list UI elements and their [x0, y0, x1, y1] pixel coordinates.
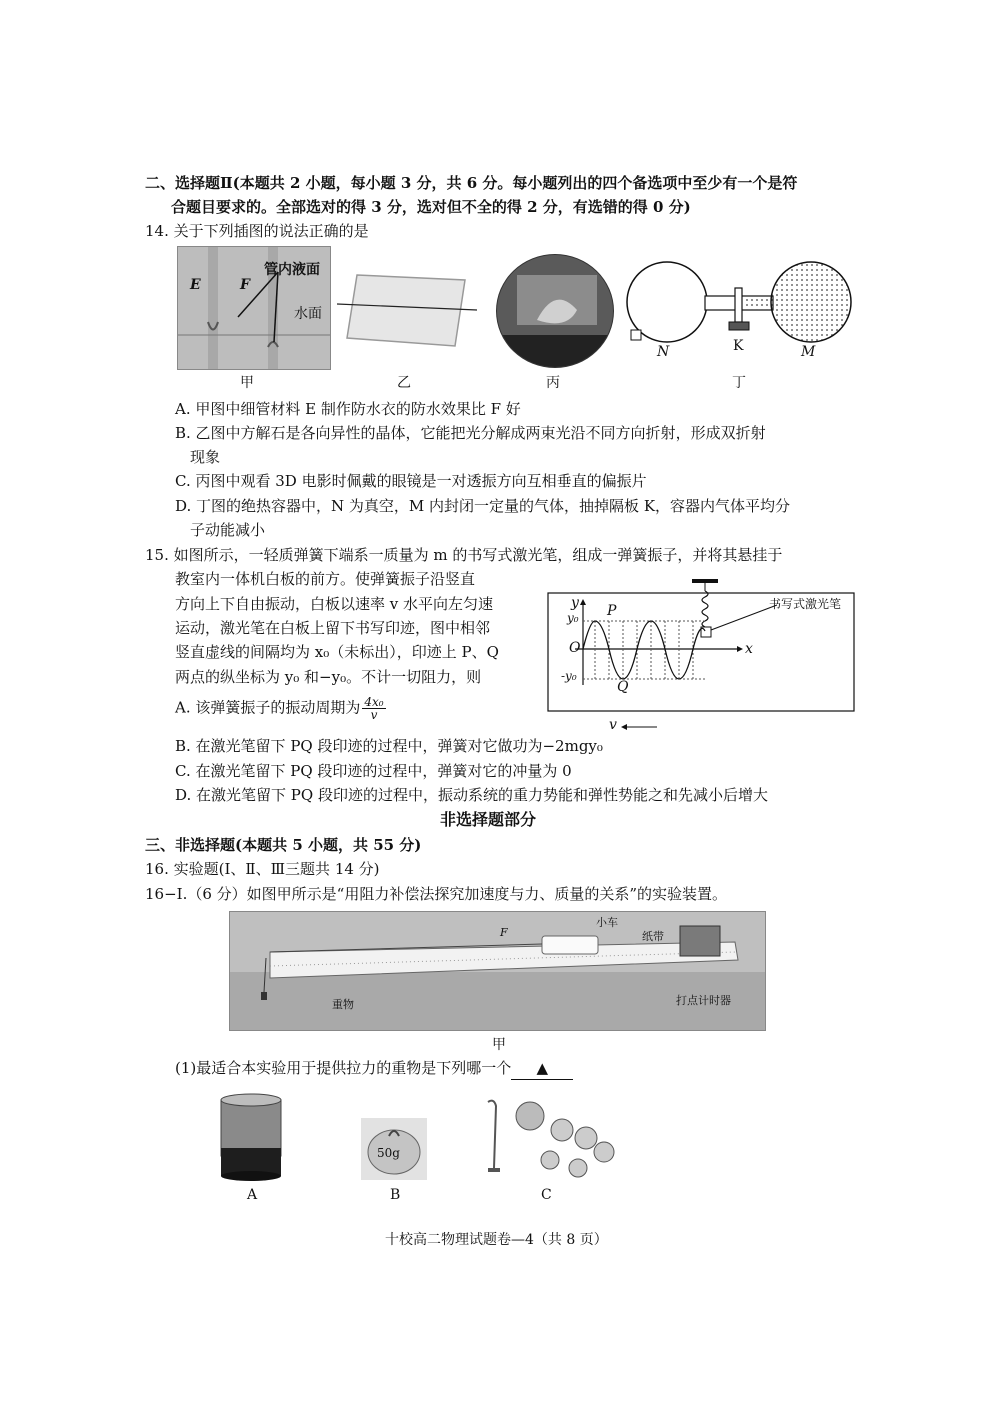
3d-movie-drawing — [497, 255, 613, 367]
fig-label-jia: 甲 — [240, 375, 254, 391]
q15-line6: 两点的纵坐标为 y₀ 和−y₀。不计一切阻力，则 — [175, 668, 482, 686]
laser-pen-label: 书写式激光笔 — [769, 597, 842, 611]
q14-option-c: C. 丙图中观看 3D 电影时佩戴的眼镜是一对透振方向互相垂直的偏振片 — [175, 472, 647, 490]
ding-M-label: M — [801, 344, 816, 360]
origin-label: O — [569, 640, 581, 656]
answer-blank[interactable]: ▲ — [511, 1057, 573, 1080]
force-F-label: F — [500, 926, 508, 939]
ding-N-label: N — [657, 344, 670, 360]
q15-line5: 竖直虚线的间隔均为 x₀（未标出），印迹上 P、Q — [175, 643, 499, 661]
figure-apparatus-photo — [229, 911, 766, 1031]
tape-label: 纸带 — [642, 930, 664, 943]
axis-y-label: y — [571, 595, 579, 611]
weight-option-c-image — [480, 1098, 620, 1182]
q15-option-d: D. 在激光笔留下 PQ 段印迹的过程中，振动系统的重力势能和弹性势能之和先减小后增大 — [175, 786, 768, 804]
figure-bing-3d-movie — [496, 254, 614, 368]
weight-option-b-image — [361, 1118, 427, 1180]
q14-option-d-cont: 子动能减小 — [190, 521, 266, 539]
figure-yi-calcite — [337, 270, 477, 350]
fraction-denominator: v — [370, 708, 378, 722]
q15-line1: 15. 如图所示，一轻质弹簧下端系一质量为 m 的书写式激光笔，组成一弹簧振子，并将其悬挂于 — [145, 546, 783, 564]
weight-b-mark: 50g — [377, 1146, 400, 1160]
weight-label: 重物 — [332, 998, 354, 1011]
q15-option-b: B. 在激光笔留下 PQ 段印迹的过程中，弹簧对它做功为−2mgy₀ — [175, 737, 603, 755]
cart-label: 小车 — [596, 916, 618, 929]
weight-option-a-image — [203, 1090, 299, 1182]
period-fraction — [362, 696, 385, 721]
point-P-label: P — [607, 603, 617, 619]
q14-option-a: A. 甲图中细管材料 E 制作防水衣的防水效果比 F 好 — [175, 400, 521, 418]
jia-pipe-surface-label: 管内液面 — [264, 262, 320, 278]
option-b-label: B — [390, 1187, 401, 1203]
q16-part1-stem: 16−Ⅰ.（6 分）如图甲所示是“用阻力补偿法探究加速度与力、质量的关系”的实验装置。 — [145, 885, 728, 903]
q14-option-b: B. 乙图中方解石是各向异性的晶体，它能把光分解成两束光沿不同方向折射，形成双折射 — [175, 424, 766, 442]
q16-title: 16. 实验题(Ⅰ、Ⅱ、Ⅲ三题共 14 分) — [145, 860, 380, 878]
hook-weights-set-drawing — [480, 1098, 620, 1182]
cylinder-weight-drawing — [203, 1090, 299, 1182]
axis-neg-y0-label: -y₀ — [561, 669, 577, 683]
q15-option-a — [175, 696, 386, 721]
point-Q-label: Q — [617, 679, 629, 695]
page-footer: 十校高二物理试题卷—4（共 8 页） — [385, 1232, 608, 1248]
fraction-numerator: 4x₀ — [364, 695, 384, 709]
calcite-drawing — [337, 270, 477, 350]
q14-option-d: D. 丁图的绝热容器中，N 为真空，M 内封闭一定量的气体，抽掉隔板 K，容器内气体平均分 — [175, 497, 791, 515]
jia-F-label: F — [240, 277, 250, 293]
q15-line3: 方向上下自由振动，白板以速率 v 水平向左匀速 — [175, 595, 494, 613]
jia-water-surface-label: 水面 — [294, 306, 322, 322]
q15-line2: 教室内一体机白板的前方。使弹簧振子沿竖直 — [175, 570, 476, 588]
option-a-label: A — [247, 1187, 258, 1203]
ding-K-label: K — [733, 338, 744, 354]
q14-option-b-cont: 现象 — [190, 448, 221, 466]
figure-q15-oscillator — [547, 575, 855, 733]
q16-sub1-text: (1)最适合本实验用于提供拉力的重物是下列哪一个 — [175, 1059, 512, 1077]
figure-ding-container — [625, 258, 853, 366]
section3-header: 三、非选择题(本题共 5 小题，共 55 分) — [145, 836, 422, 854]
axis-x-label: x — [745, 641, 753, 657]
option-c-label: C — [541, 1187, 552, 1203]
fig-label-bing: 丙 — [546, 375, 560, 391]
timer-label: 打点计时器 — [676, 994, 731, 1007]
apparatus-drawing — [230, 912, 765, 1030]
section2-header-line2: 合题目要求的。全部选对的得 3 分，选对但不全的得 2 分，有选错的得 0 分) — [171, 198, 691, 216]
apparatus-fig-label: 甲 — [492, 1037, 506, 1053]
jia-E-label: E — [190, 277, 201, 293]
part2-title: 非选择题部分 — [440, 810, 537, 829]
axis-y0-label: y₀ — [567, 611, 579, 625]
fig-label-ding: 丁 — [732, 375, 746, 391]
fig-label-yi: 乙 — [397, 375, 411, 391]
q15-option-a-text: A. 该弹簧振子的振动周期为 — [175, 698, 361, 717]
q15-option-c: C. 在激光笔留下 PQ 段印迹的过程中，弹簧对它的冲量为 0 — [175, 762, 572, 780]
section2-header-line1: 二、选择题Ⅱ(本题共 2 小题，每小题 3 分，共 6 分。每小题列出的四个备选项中至少有一个是符 — [145, 174, 798, 192]
figure-jia-capillary — [177, 246, 331, 370]
velocity-label: v — [609, 717, 617, 733]
q14-stem: 14. 关于下列插图的说法正确的是 — [145, 222, 369, 240]
q15-line4: 运动，激光笔在白板上留下书写印迹，图中相邻 — [175, 619, 491, 637]
q16-sub1 — [175, 1057, 573, 1080]
